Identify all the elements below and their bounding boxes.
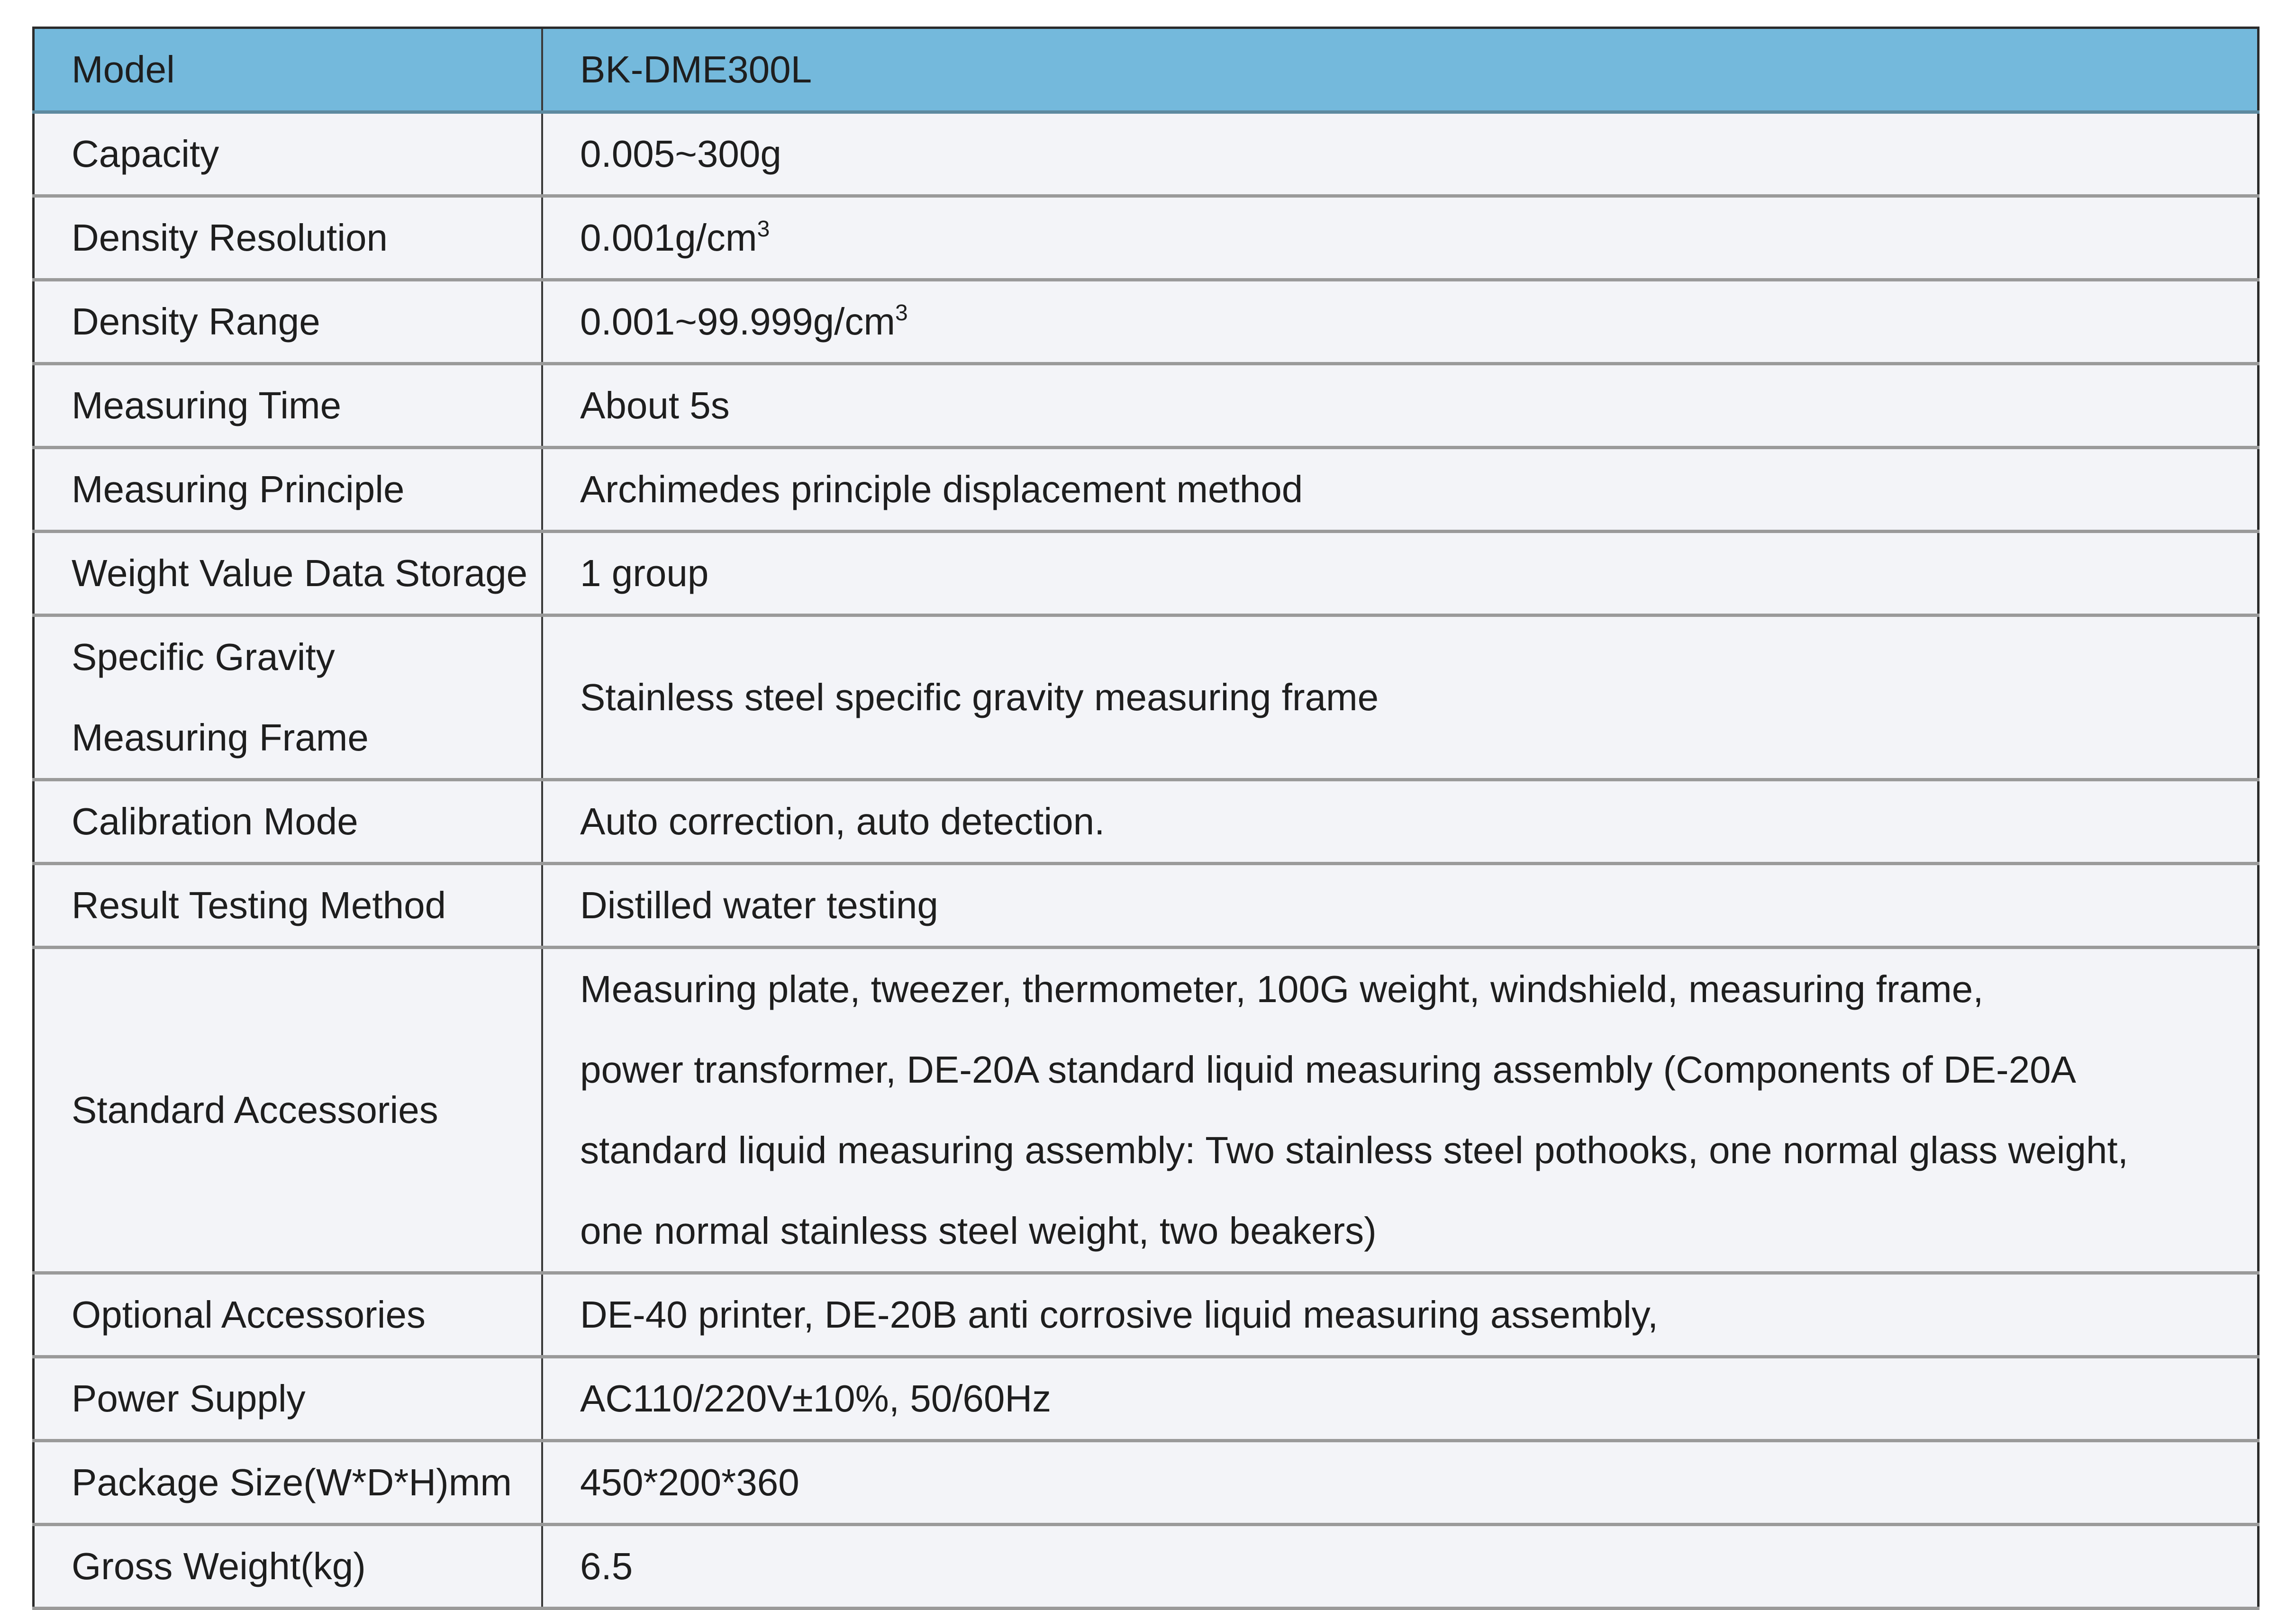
row-label-line: Measuring Frame bbox=[72, 716, 369, 759]
table-row bbox=[34, 780, 2259, 864]
header-label: Model bbox=[34, 28, 543, 112]
table-row bbox=[34, 364, 2259, 448]
row-label: Result Testing Method bbox=[34, 864, 543, 948]
table-row bbox=[34, 615, 2259, 780]
row-value: About 5s bbox=[542, 364, 2259, 448]
row-label: Capacity bbox=[34, 112, 543, 196]
superscript: 3 bbox=[895, 300, 908, 326]
row-value: AC110/220V±10%, 50/60Hz bbox=[542, 1357, 2259, 1441]
row-value-line: one normal stainless steel weight, two beakers) bbox=[580, 1210, 1377, 1252]
row-label-line: Specific Gravity bbox=[72, 636, 335, 678]
table-row bbox=[34, 112, 2259, 196]
row-label bbox=[34, 615, 543, 780]
spec-table bbox=[32, 27, 2260, 1610]
row-value: 0.005~300g bbox=[542, 112, 2259, 196]
row-value: Archimedes principle displacement method bbox=[542, 448, 2259, 532]
row-value: Auto correction, auto detection. bbox=[542, 780, 2259, 864]
row-value: DE-40 printer, DE-20B anti corrosive liquid measuring assembly, bbox=[542, 1273, 2259, 1357]
table-row bbox=[34, 948, 2259, 1273]
row-value-line: power transformer, DE-20A standard liquid measuring assembly (Components of DE-20A bbox=[580, 1049, 2077, 1091]
table-row bbox=[34, 448, 2259, 532]
row-label: Gross Weight(kg) bbox=[34, 1525, 543, 1609]
row-label: Density Resolution bbox=[34, 196, 543, 280]
value-text: 0.001g/cm bbox=[580, 217, 757, 259]
table-row bbox=[34, 864, 2259, 948]
row-value-line: standard liquid measuring assembly: Two stainless steel pothooks, one normal glass weight, bbox=[580, 1129, 2128, 1171]
row-value: 1 group bbox=[542, 532, 2259, 615]
table-header-row bbox=[34, 28, 2259, 112]
table-row bbox=[34, 1525, 2259, 1609]
row-value bbox=[542, 280, 2259, 364]
row-label: Optional Accessories bbox=[34, 1273, 543, 1357]
row-value: 6.5 bbox=[542, 1525, 2259, 1609]
superscript: 3 bbox=[757, 217, 770, 242]
row-label: Standard Accessories bbox=[34, 948, 543, 1273]
row-label: Density Range bbox=[34, 280, 543, 364]
table-row bbox=[34, 532, 2259, 615]
table-row bbox=[34, 1273, 2259, 1357]
row-label: Measuring Time bbox=[34, 364, 543, 448]
row-label: Power Supply bbox=[34, 1357, 543, 1441]
row-label: Weight Value Data Storage bbox=[34, 532, 543, 615]
row-value bbox=[542, 196, 2259, 280]
table-row bbox=[34, 1441, 2259, 1525]
row-value: Stainless steel specific gravity measuring frame bbox=[542, 615, 2259, 780]
row-value-line: Measuring plate, tweezer, thermometer, 100G weight, windshield, measuring frame, bbox=[580, 968, 1984, 1010]
row-label: Measuring Principle bbox=[34, 448, 543, 532]
row-label: Package Size(W*D*H)mm bbox=[34, 1441, 543, 1525]
row-value bbox=[542, 948, 2259, 1273]
table-row bbox=[34, 1357, 2259, 1441]
row-label: Calibration Mode bbox=[34, 780, 543, 864]
header-value: BK-DME300L bbox=[542, 28, 2259, 112]
row-value: 450*200*360 bbox=[542, 1441, 2259, 1525]
value-text: 0.001~99.999g/cm bbox=[580, 300, 895, 343]
table-row bbox=[34, 280, 2259, 364]
table-row bbox=[34, 196, 2259, 280]
row-value: Distilled water testing bbox=[542, 864, 2259, 948]
